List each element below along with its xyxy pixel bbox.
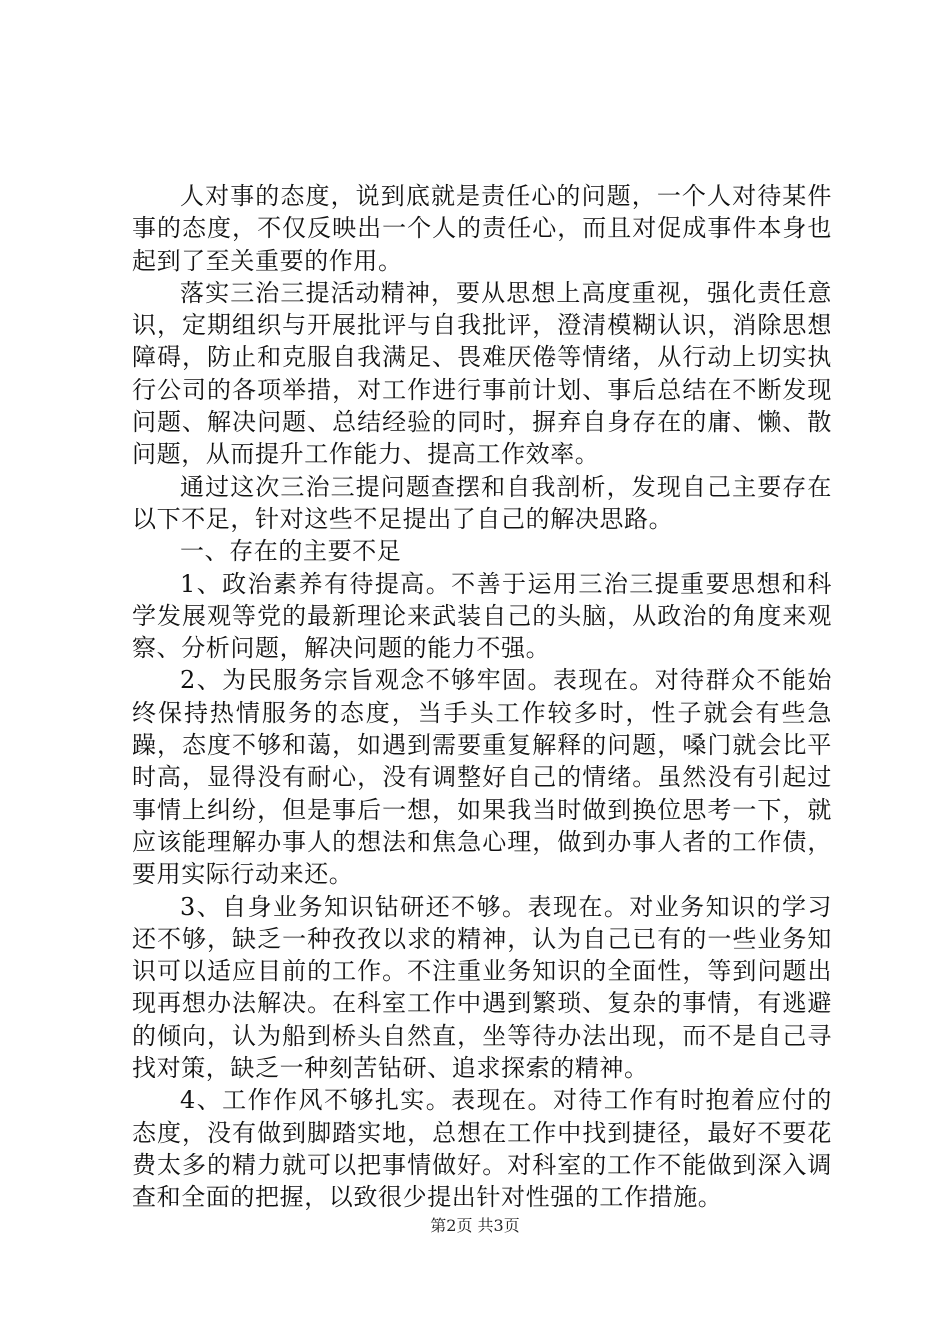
- paragraph-implement-spirit: 落实三治三提活动精神，要从思想上高度重视，强化责任意识，定期组织与开展批评与自我批评，澄清模糊认识，消除思想障碍，防止和克服自我满足、畏难厌倦等情绪，从行动上切实执行公司的各项举措，对工作进行事前计划、事后总结在不断发现问题、解决问题、总结经验的同时，摒弃自身存在的庸、懒、散问题，从而提升工作能力、提高工作效率。: [132, 278, 832, 469]
- list-item-service-concept: 2、为民服务宗旨观念不够牢固。表现在。对待群众不能始终保持热情服务的态度，当手头工作较多时，性子就会有些急躁，态度不够和蔼，如遇到需要重复解释的问题，嗓门就会比平时高，显得没有耐心，没有调整好自己的情绪。虽然没有引起过事情上纠纷，但是事后一想，如果我当时做到换位思考一下，就应该能理解办事人的想法和焦急心理，做到办事人者的工作债，要用实际行动来还。: [132, 666, 832, 889]
- list-item-political-literacy: 1、政治素养有待提高。不善于运用三治三提重要思想和科学发展观等党的最新理论来武装自己的头脑，从政治的角度来观察、分析问题，解决问题的能力不强。: [132, 569, 832, 663]
- document-body: [132, 180, 832, 1214]
- paragraph-self-analysis-intro: 通过这次三治三提问题查摆和自我剖析，发现自己主要存在以下不足，针对这些不足提出了自己的解决思路。: [132, 472, 832, 533]
- page-footer: 第2页 共3页: [430, 1216, 520, 1235]
- section-heading-main-shortcomings: 一、存在的主要不足: [180, 537, 402, 566]
- paragraph-responsibility-attitude: 人对事的态度，说到底就是责任心的问题，一个人对待某件事的态度，不仅反映出一个人的责任心，而且对促成事件本身也起到了至关重要的作用。: [132, 182, 832, 275]
- list-item-work-style: 4、工作作风不够扎实。表现在。对待工作有时抱着应付的态度，没有做到脚踏实地，总想在工作中找到捷径，最好不要花费太多的精力就可以把事情做好。对科室的工作不能做到深入调查和全面的把握，以致很少提出针对性强的工作措施。: [132, 1086, 832, 1212]
- list-item-professional-knowledge: 3、自身业务知识钻研还不够。表现在。对业务知识的学习还不够，缺乏一种孜孜以求的精神，认为自己已有的一些业务知识可以适应目前的工作。不注重业务知识的全面性，等到问题出现再想办法解决。在科室工作中遇到繁琐、复杂的事情，有逃避的倾向，认为船到桥头自然直，坐等待办法出现，而不是自己寻找对策，缺乏一种刻苦钻研、追求探索的精神。: [132, 892, 832, 1083]
